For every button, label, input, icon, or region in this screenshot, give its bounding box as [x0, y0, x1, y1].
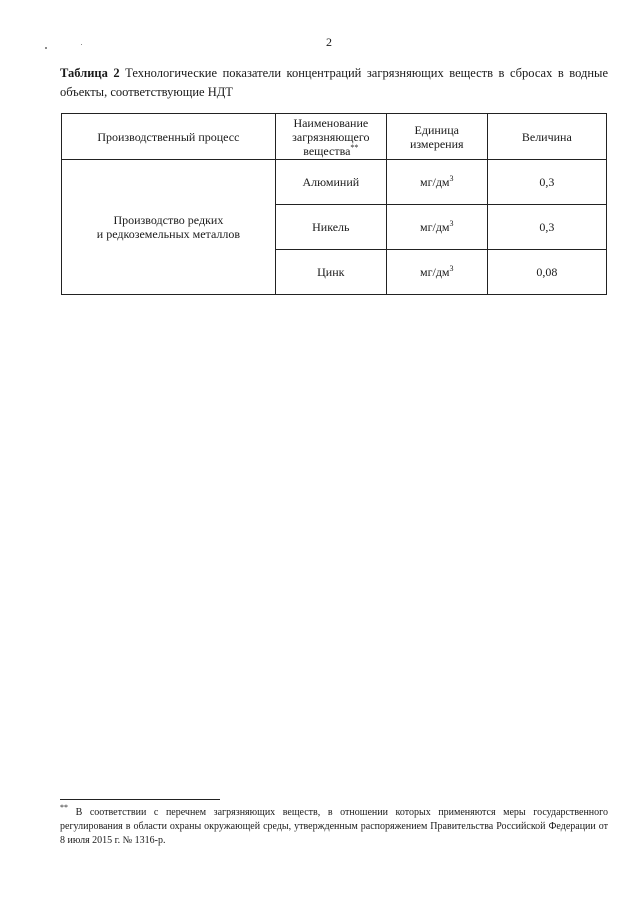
- header-substance: Наименование загрязняющего вещества**: [275, 114, 386, 160]
- process-cell: Производство редких и редкоземельных металлов: [62, 160, 276, 295]
- footnote: [60, 803, 608, 848]
- table-header-row: [62, 114, 607, 160]
- value-cell: 0,3: [487, 160, 606, 205]
- footnote-divider: [60, 799, 220, 800]
- header-process: Производственный процесс: [62, 114, 276, 160]
- scan-speck: [45, 47, 47, 49]
- page-number: 2: [326, 35, 332, 49]
- caption-label: Таблица 2: [60, 66, 120, 80]
- header-unit: Единица измерения: [386, 114, 487, 160]
- ndt-table: [61, 113, 607, 295]
- substance-cell: Алюминий: [275, 160, 386, 205]
- caption-text: Технологические показатели концентраций загрязняющих веществ в сбросах в водные объекты, соответствующие НДТ: [60, 66, 608, 99]
- table-row: [62, 160, 607, 205]
- unit-cell: $мг/дм^3$: [386, 250, 487, 295]
- substance-cell: Никель: [275, 205, 386, 250]
- value-cell: 0,08: [487, 250, 606, 295]
- value-cell: 0,3: [487, 205, 606, 250]
- footnote-ref: **: [350, 142, 359, 152]
- footnote-text: В соответствии с перечнем загрязняющих веществ, в отношении которых применяются меры государственного регулирования в области охраны окружающей среды, утвержденным распоряжением Правительства Российской Федерации от 8 июля 2015 г. № 1316-р.: [60, 807, 608, 846]
- table-caption: [60, 64, 608, 102]
- substance-cell: Цинк: [275, 250, 386, 295]
- header-value: Величина: [487, 114, 606, 160]
- unit-cell: $мг/дм^3$: [386, 160, 487, 205]
- footnote-mark: **: [60, 803, 68, 812]
- unit-cell: $мг/дм^3$: [386, 205, 487, 250]
- scan-speck: [81, 44, 82, 45]
